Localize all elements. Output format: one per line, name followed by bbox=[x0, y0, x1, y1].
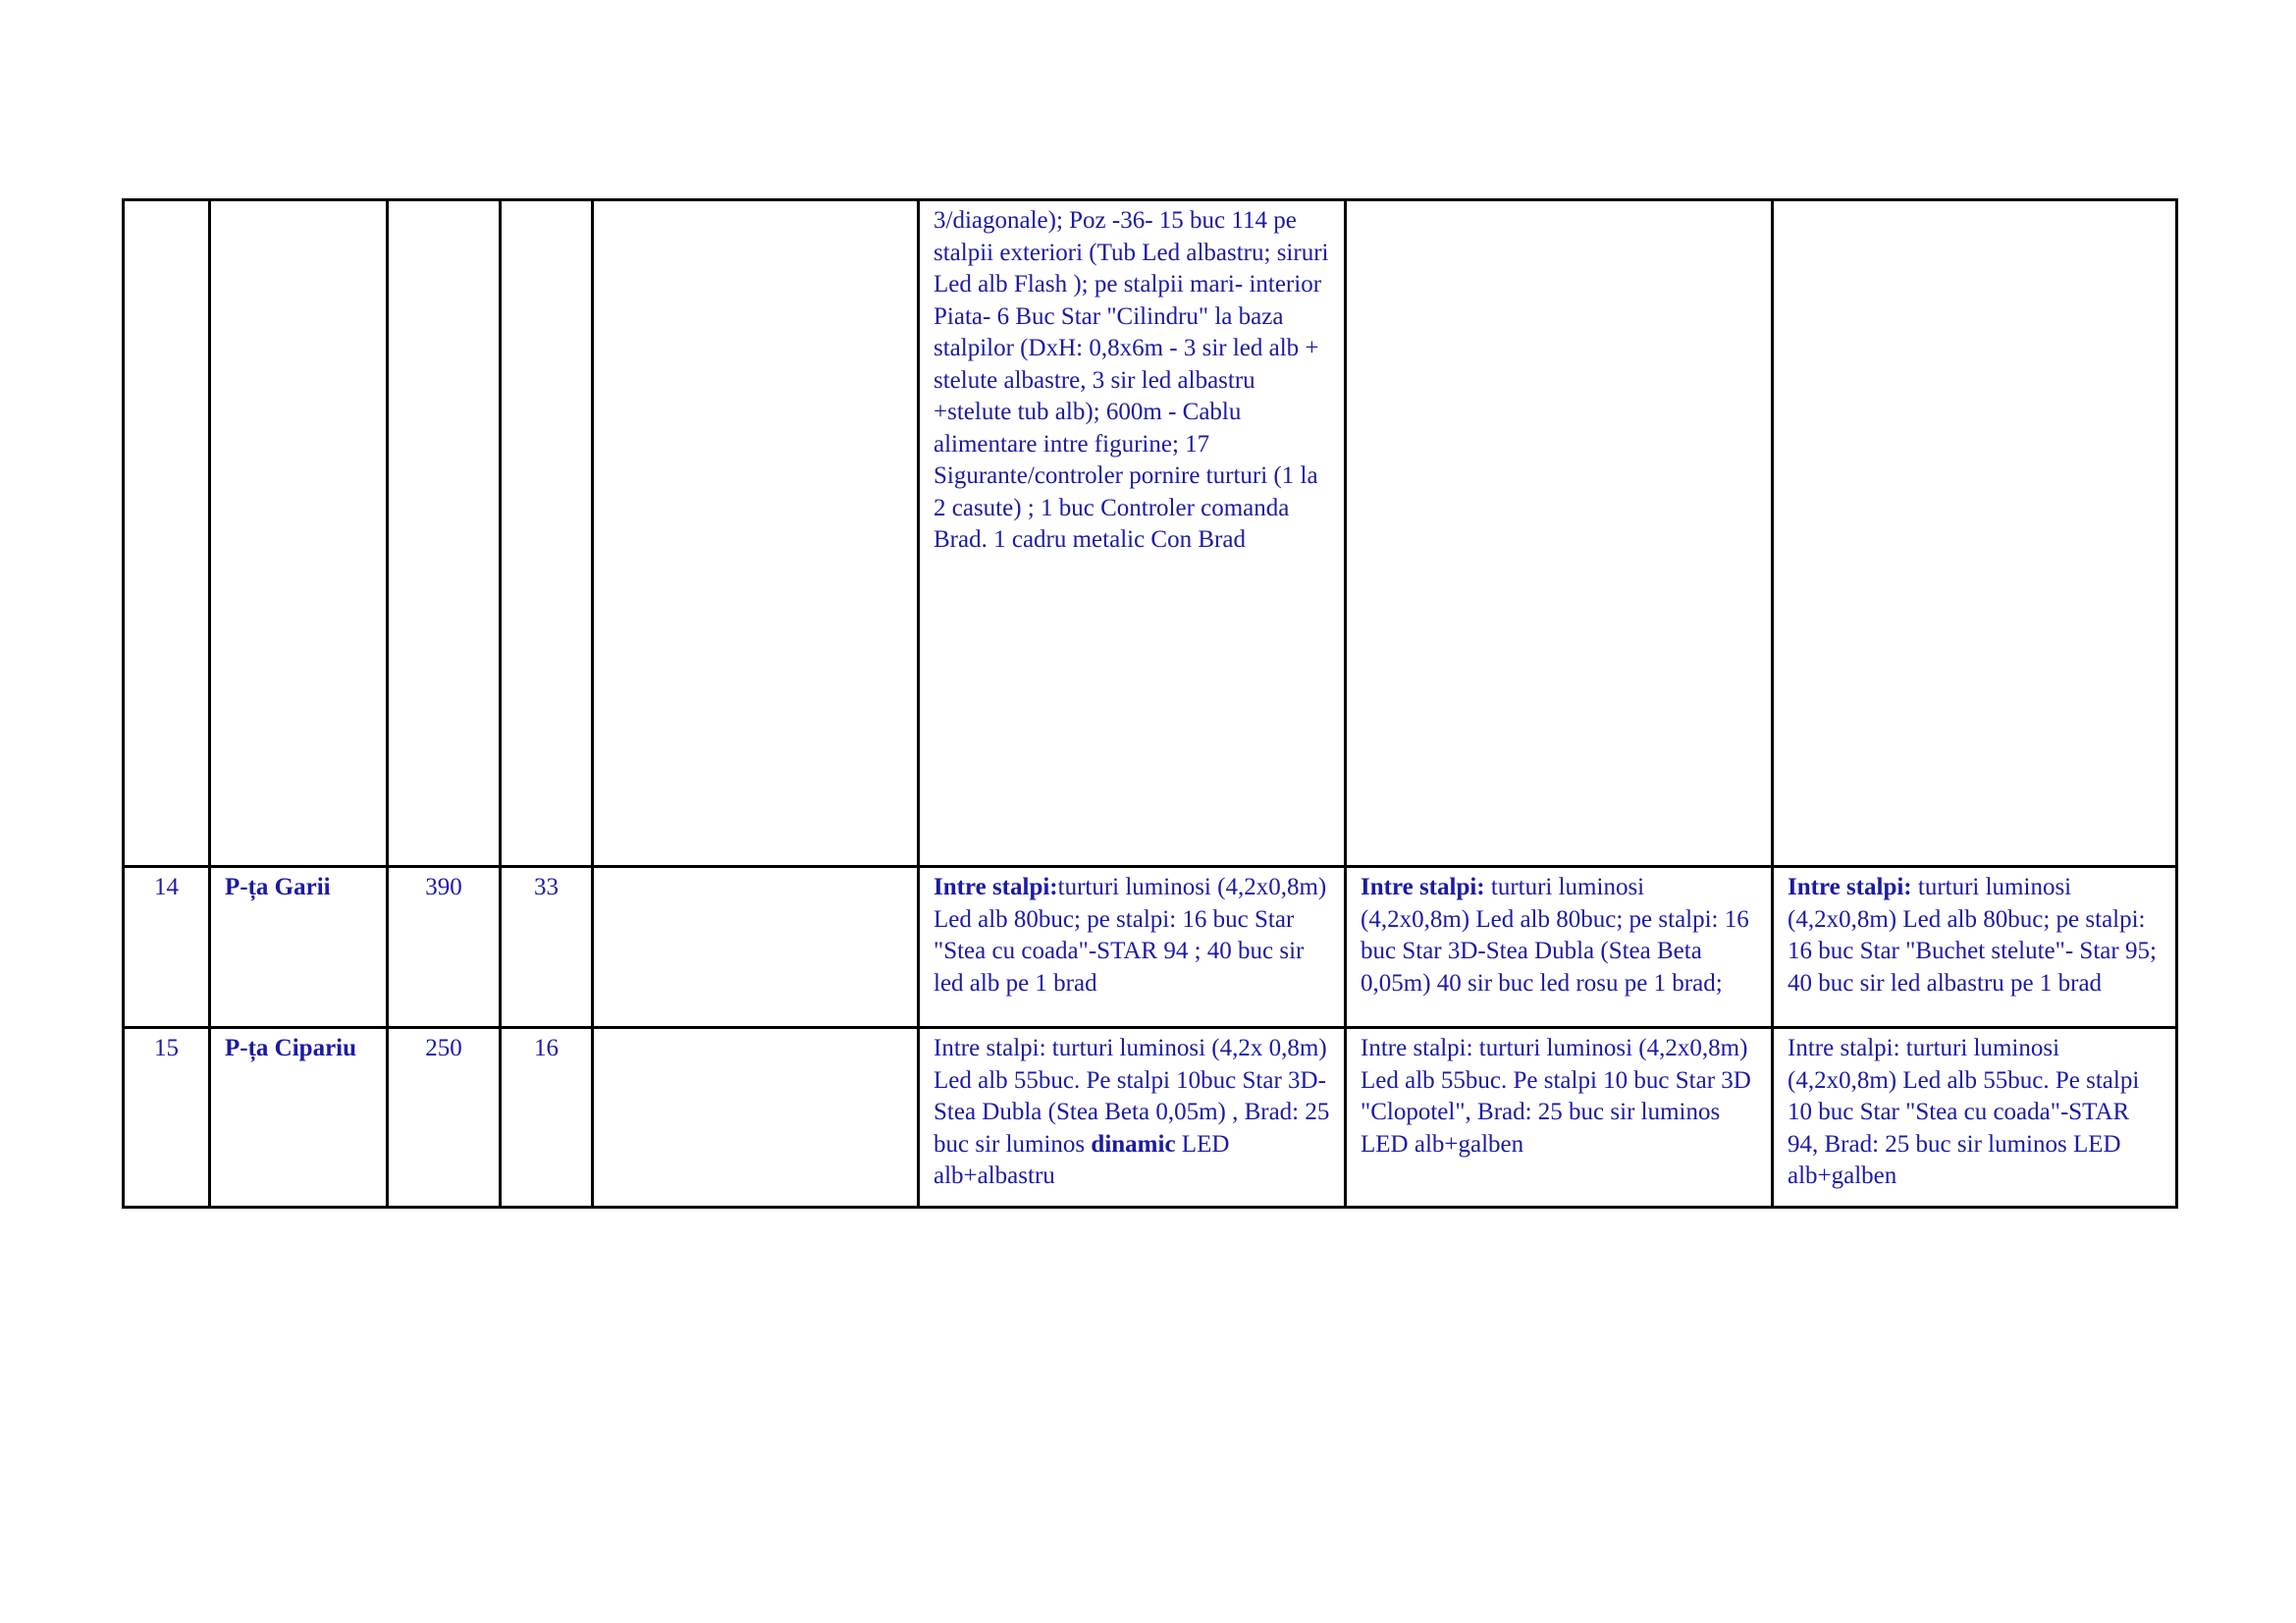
cell-col8 bbox=[1773, 867, 2177, 1028]
cell-col7 bbox=[1346, 200, 1773, 867]
cell-col4: 16 bbox=[501, 1028, 593, 1208]
cell-col6-text: turturi luminosi (4,2x0,8m) Led alb 80buc; pe stalpi: 16 buc Star "Stea cu coada"-STAR 94 ; 40 buc sir led alb pe 1 brad bbox=[934, 874, 1327, 997]
cell-col6-pre: Intre stalpi: turturi luminosi (4,2x 0,8m) Led alb 55buc. Pe stalpi 10buc Star 3D-Stea Dubla (Stea Beta 0,05m) , Brad: 25 buc sir luminos bbox=[934, 1035, 1330, 1158]
cell-col6 bbox=[919, 867, 1346, 1028]
cell-col8-bold: Intre stalpi: bbox=[1788, 874, 1912, 900]
lighting-table bbox=[122, 198, 2178, 1209]
cell-col6-bold: dinamic bbox=[1091, 1130, 1176, 1158]
table-row bbox=[124, 200, 2177, 867]
cell-col6 bbox=[919, 1028, 1346, 1208]
cell-col6-bold: Intre stalpi: bbox=[934, 874, 1058, 900]
cell-col8: Intre stalpi: turturi luminosi (4,2x0,8m) Led alb 55buc. Pe stalpi 10 buc Star "Stea cu coada"-STAR 94, Brad: 25 buc sir luminos LED alb+galben bbox=[1773, 1028, 2177, 1208]
cell-nr bbox=[124, 200, 210, 867]
cell-col3: 390 bbox=[388, 867, 501, 1028]
cell-col8 bbox=[1773, 200, 2177, 867]
cell-nr: 15 bbox=[124, 1028, 210, 1208]
cell-col6-text: 3/diagonale); Poz -36- 15 buc 114 pe stalpii exteriori (Tub Led albastru; siruri Led alb Flash ); pe stalpii mari- interior Piata- 6 Buc Star "Cilindru" la baza stalpilor (DxH: 0,8x6m - 3 sir led alb + stelute albastre, 3 sir led albastru +stelute tub alb); 600m - Cablu alimentare intre figurine; 17 Sigurante/controler pornire turturi (1 la 2 casute) ; 1 buc Controler comanda Brad. 1 cadru metalic Con Brad bbox=[934, 207, 1329, 553]
cell-col7-bold: Intre stalpi: bbox=[1361, 874, 1485, 900]
cell-col5 bbox=[593, 867, 919, 1028]
cell-col4 bbox=[501, 200, 593, 867]
cell-col6-post: LED alb+albastru bbox=[934, 1130, 1230, 1189]
cell-col7-text: turturi luminosi (4,2x0,8m) Led alb 80buc; pe stalpi: 16 buc Star 3D-Stea Dubla (Stea Beta 0,05m) 40 sir buc led rosu pe 1 brad; bbox=[1361, 874, 1749, 997]
cell-col5 bbox=[593, 1028, 919, 1208]
table-row bbox=[124, 867, 2177, 1028]
cell-nr: 14 bbox=[124, 867, 210, 1028]
cell-col4: 33 bbox=[501, 867, 593, 1028]
cell-col6 bbox=[919, 200, 1346, 867]
cell-col8-text: turturi luminosi (4,2x0,8m) Led alb 80buc; pe stalpi: 16 buc Star "Buchet stelute"- Star 95; 40 buc sir led albastru pe 1 brad bbox=[1788, 874, 2157, 997]
cell-location: P-ța Cipariu bbox=[210, 1028, 388, 1208]
cell-location: P-ța Garii bbox=[210, 867, 388, 1028]
cell-col3 bbox=[388, 200, 501, 867]
cell-location bbox=[210, 200, 388, 867]
table-row bbox=[124, 1028, 2177, 1208]
cell-col7 bbox=[1346, 867, 1773, 1028]
cell-col5 bbox=[593, 200, 919, 867]
cell-col7: Intre stalpi: turturi luminosi (4,2x0,8m) Led alb 55buc. Pe stalpi 10 buc Star 3D "Clopotel", Brad: 25 buc sir luminos LED alb+galben bbox=[1346, 1028, 1773, 1208]
cell-col3: 250 bbox=[388, 1028, 501, 1208]
